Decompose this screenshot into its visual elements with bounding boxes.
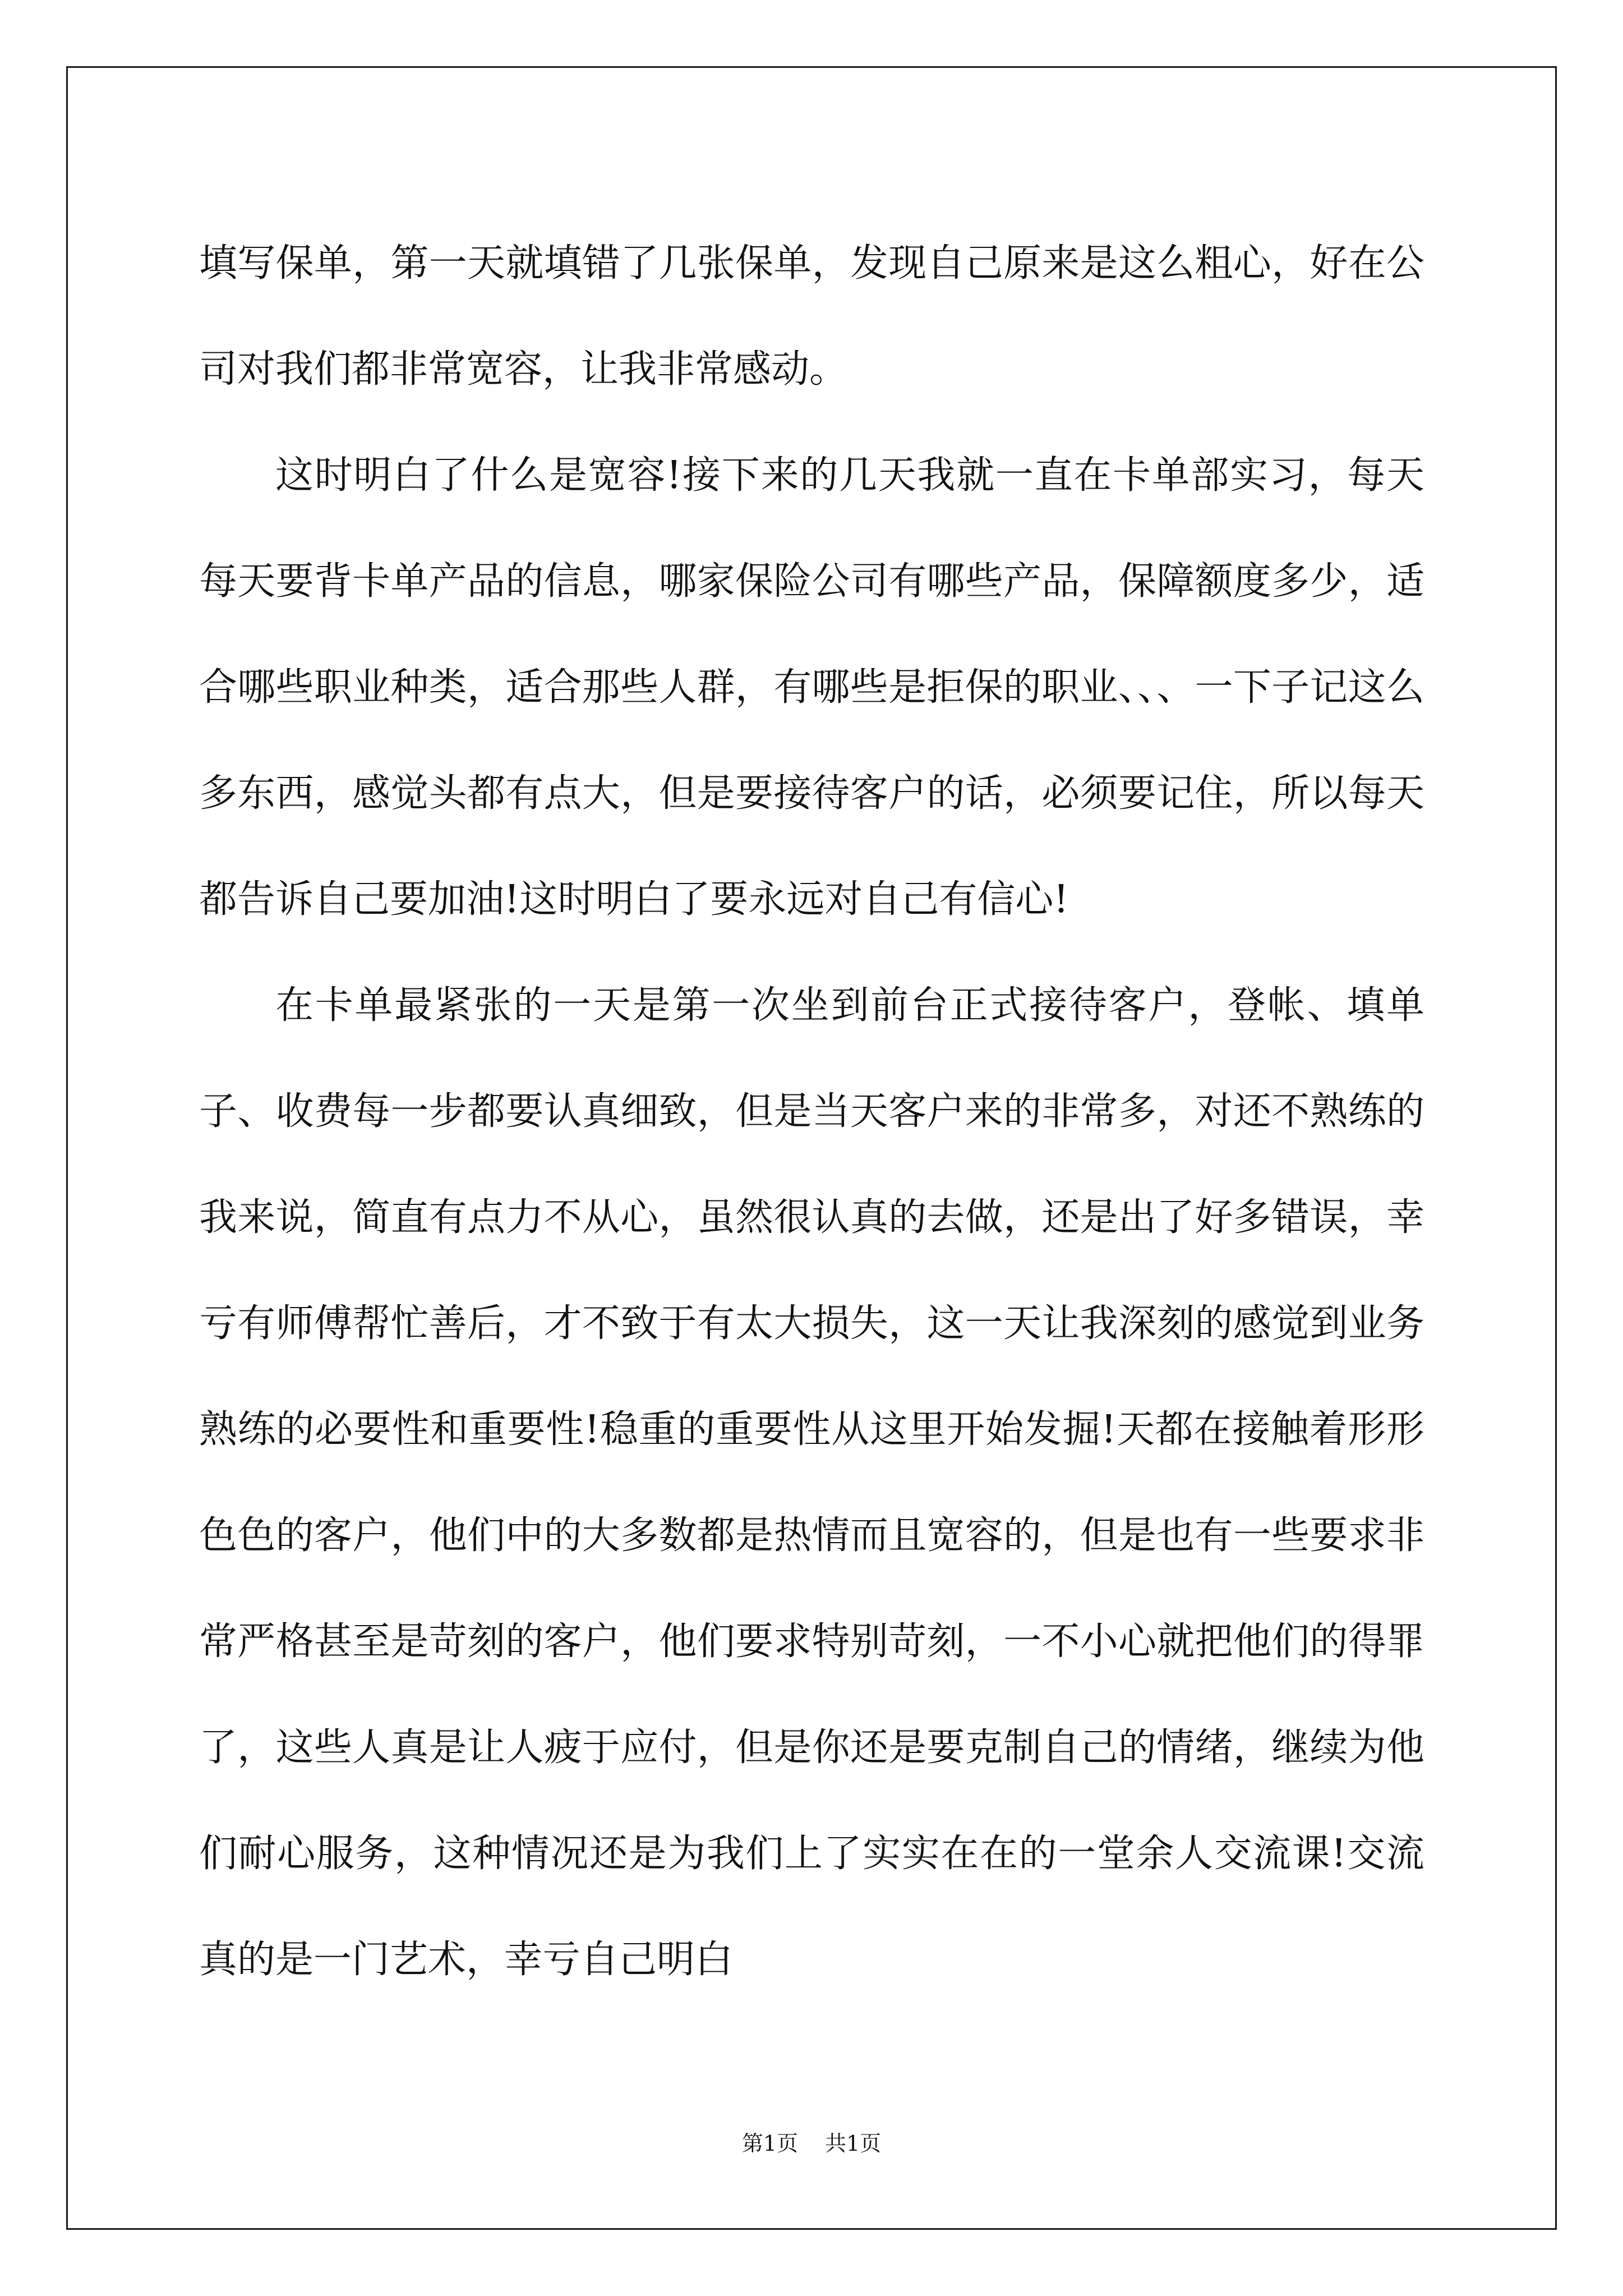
page-number: 第1页 — [741, 2131, 798, 2156]
document-body — [199, 210, 1424, 2013]
page-total: 共1页 — [825, 2131, 882, 2156]
paragraph-1: 填写保单，第一天就填错了几张保单，发现自己原来是这么粗心，好在公司对我们都非常宽容，让我非常感动。 — [199, 241, 1424, 392]
paragraph-3: 在卡单最紧张的一天是第一次坐到前台正式接待客户，登帐、填单子、收费每一步都要认真细致，但是当天客户来的非常多，对还不熟练的我来说，简直有点力不从心，虽然很认真的去做，还是出了好多错误，幸亏有师傅帮忙善后，才不致于有太大损失，这一天让我深刻的感觉到业务熟练的必要性和重要性!稳重的重要性从这里开始发掘!天都在接触着形形色色的客户，他们中的大多数都是热情而且宽容的，但是也有一些要求非常严格甚至是苛刻的客户，他们要求特别苛刻，一不小心就把他们的得罪了，这些人真是让人疲于应付，但是你还是要克制自己的情绪，继续为他们耐心服务，这种情况还是为我们上了实实在在的一堂余人交流课!交流真的是一门艺术，幸亏自己明白 — [199, 983, 1424, 1982]
paragraph-2: 这时明白了什么是宽容!接下来的几天我就一直在卡单部实习，每天每天要背卡单产品的信息，哪家保险公司有哪些产品，保障额度多少，适合哪些职业种类，适合那些人群，有哪些是拒保的职业、、、一下子记这么多东西，感觉头都有点大，但是要接待客户的话，必须要记住，所以每天都告诉自己要加油!这时明白了要永远对自己有信心! — [199, 453, 1424, 922]
page-footer — [0, 2126, 1623, 2157]
